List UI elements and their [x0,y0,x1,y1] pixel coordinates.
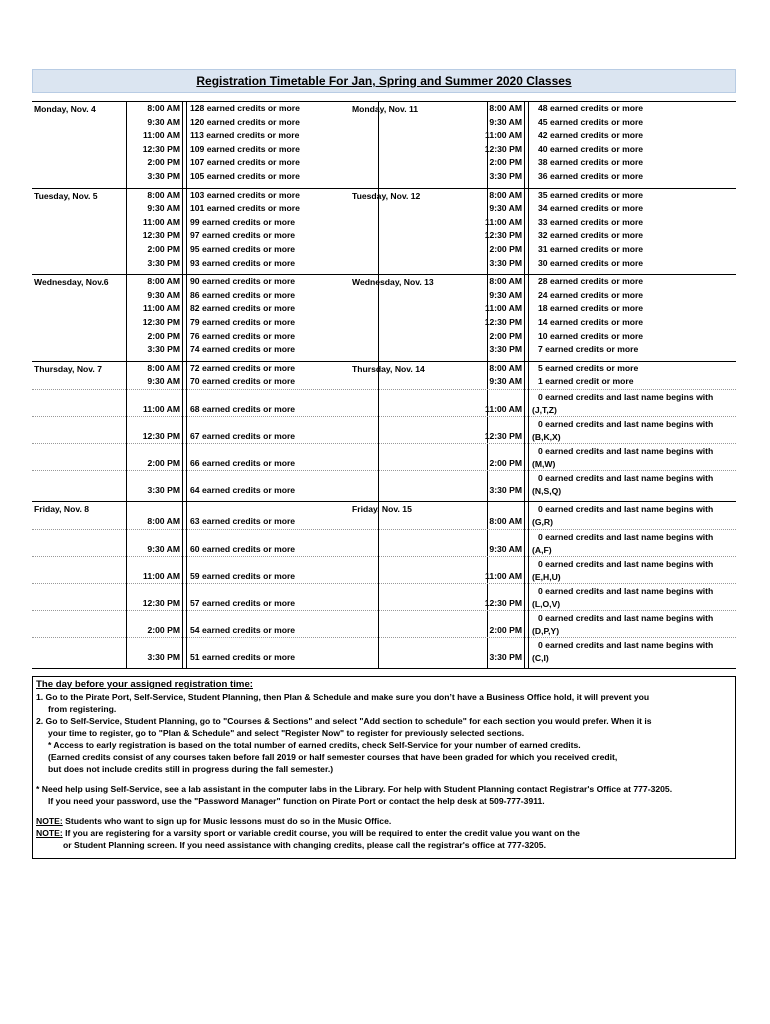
left-time: 8:00 AM [147,515,180,526]
table-row [32,502,736,529]
note-early-registration: * Access to early registration is based on the total number of earned credits, check Self-Service for your number of earned credits. [48,740,581,750]
left-credits: 128 earned credits or more [190,103,300,113]
left-time: 11:00 AM [143,130,180,141]
right-credits: 14 earned credits or more [538,316,644,327]
right-credits [532,612,713,638]
table-row [32,637,736,664]
table-row [32,583,736,610]
right-credits [532,418,713,444]
left-time: 3:30 PM [147,257,180,268]
table-row [32,529,736,556]
table-row [32,389,736,416]
right-time: 2:00 PM [489,157,522,168]
right-time: 8:00 AM [489,362,522,373]
note-step-1-cont: from registering. [48,704,117,714]
right-credits: 18 earned credits or more [538,303,644,314]
table-row [32,170,736,184]
table-row [32,443,736,470]
table-row [32,470,736,497]
note-step-2-cont: your time to register, go to "Plan & Schedule" and select "Register Now" to register for previously selected sections. [48,728,525,738]
table-row [32,102,736,116]
day-block [32,275,736,362]
note-music-text: Students who want to sign up for Music lessons must do so in the Music Office. [62,816,392,826]
note-earned-credits: (Earned credits consist of any courses taken before fall 2019 or half semester courses that have been graded for which you received credit, [48,752,618,762]
title-bar [32,69,736,93]
left-credits: 82 earned credits or more [190,303,296,314]
right-time: 11:00 AM [485,570,522,581]
right-credits-line1: 0 earned credits and last name begins with [538,472,714,483]
right-credits-letters: (A,F) [532,544,552,555]
left-time: 2:00 PM [147,457,180,468]
right-credits: 24 earned credits or more [538,289,644,300]
day-block [32,362,736,502]
left-credits: 63 earned credits or more [190,515,296,526]
right-credits-letters: (B,K,X) [532,431,561,442]
right-time: 12:30 PM [484,230,522,241]
instructions-box [32,676,736,859]
right-credits [532,639,713,665]
left-credits: 101 earned credits or more [190,203,300,214]
left-day-label: Monday, Nov. 4 [34,104,96,114]
right-credits-letters: (E,H,U) [532,571,561,582]
left-credits: 79 earned credits or more [190,316,296,327]
right-time: 2:00 PM [489,330,522,341]
note-variable-credit [36,827,732,839]
right-time: 11:00 AM [485,216,522,227]
left-credits: 97 earned credits or more [190,230,296,241]
right-time: 11:00 AM [485,303,522,314]
left-time: 2:00 PM [147,157,180,168]
left-credits: 113 earned credits or more [190,130,300,141]
right-credits-letters: (D,P,Y) [532,625,560,636]
right-credits: 32 earned credits or more [538,230,644,241]
right-time: 9:30 AM [489,289,522,300]
left-credits: 68 earned credits or more [190,403,296,414]
right-time: 2:00 PM [489,624,522,635]
table-row [32,189,736,203]
right-day-label: Wednesday, Nov. 13 [352,277,434,288]
right-credits [532,531,713,557]
left-day-label: Friday, Nov. 8 [34,503,90,514]
note-label: NOTE: [36,816,63,826]
table-row [32,362,736,376]
right-credits-line1: 0 earned credits and last name begins with [538,503,714,514]
left-time: 3:30 PM [147,484,180,495]
left-time: 3:30 PM [147,170,180,181]
left-time: 9:30 AM [147,116,180,127]
note-label: NOTE: [36,828,63,838]
table-row [32,330,736,344]
left-credits: 105 earned credits or more [190,170,300,181]
right-time: 8:00 AM [489,103,522,113]
right-time: 12:30 PM [484,143,522,154]
right-time: 11:00 AM [485,403,522,414]
right-credits: 36 earned credits or more [538,170,644,181]
right-credits-line1: 0 earned credits and last name begins with [538,391,714,402]
right-time: 8:00 AM [489,276,522,287]
right-credits: 48 earned credits or more [538,103,644,113]
right-credits: 42 earned credits or more [538,130,644,141]
day-block [32,189,736,276]
left-time: 11:00 AM [143,403,180,414]
right-time: 9:30 AM [489,116,522,127]
table-row [32,556,736,583]
right-time: 11:00 AM [485,130,522,141]
note-music [36,815,732,827]
right-time: 3:30 PM [489,344,522,355]
table-row [32,143,736,157]
right-credits: 45 earned credits or more [538,116,644,127]
right-time: 12:30 PM [484,316,522,327]
right-credits: 30 earned credits or more [538,257,644,268]
table-row [32,129,736,143]
left-credits: 109 earned credits or more [190,143,300,154]
right-time: 3:30 PM [489,257,522,268]
right-day-label: Tuesday, Nov. 12 [352,190,421,201]
right-credits: 31 earned credits or more [538,243,644,254]
right-credits: 33 earned credits or more [538,216,644,227]
left-time: 9:30 AM [147,289,180,300]
left-time: 12:30 PM [142,316,180,327]
right-credits-line1: 0 earned credits and last name begins with [538,418,714,429]
left-credits: 66 earned credits or more [190,457,296,468]
right-time: 3:30 PM [489,170,522,181]
table-row [32,243,736,257]
right-time: 3:30 PM [489,484,522,495]
left-credits: 57 earned credits or more [190,597,296,608]
note-variable-credit-cont: or Student Planning screen. If you need assistance with changing credits, please call the registrar's office at 777-3205. [63,840,546,850]
right-credits [532,391,713,417]
left-credits: 120 earned credits or more [190,116,300,127]
right-time: 2:00 PM [489,457,522,468]
note-step-1: 1. Go to the Pirate Port, Self-Service, Student Planning, then Plan & Schedule and make sure you don’t have a Business Office hold, it will prevent you [36,692,650,702]
left-time: 12:30 PM [142,230,180,241]
left-credits: 76 earned credits or more [190,330,296,341]
left-time: 8:00 AM [147,189,180,200]
right-credits: 5 earned credits or more [538,362,639,373]
note-step-2: 2. Go to Self-Service, Student Planning, go to "Courses & Sections" and select "Add section to schedule" for each section you would prefer. When it is [36,716,652,726]
block-spacer [32,184,736,188]
timetable-page [32,69,736,669]
left-time: 8:00 AM [147,276,180,287]
right-credits-line1: 0 earned credits and last name begins with [538,531,714,542]
left-time: 9:30 AM [147,376,180,387]
right-time: 12:30 PM [484,597,522,608]
right-credits-line1: 0 earned credits and last name begins with [538,585,714,596]
table-row [32,610,736,637]
left-time: 12:30 PM [142,143,180,154]
right-time: 3:30 PM [489,651,522,662]
right-credits-line1: 0 earned credits and last name begins with [538,639,714,650]
left-credits: 54 earned credits or more [190,624,296,635]
right-credits: 38 earned credits or more [538,157,644,168]
right-credits-letters: (G,R) [532,516,554,527]
right-credits: 10 earned credits or more [538,330,644,341]
left-time: 9:30 AM [147,543,180,554]
left-credits: 70 earned credits or more [190,376,296,387]
table-row [32,202,736,216]
left-day-label: Wednesday, Nov.6 [34,277,109,288]
left-time: 11:00 AM [143,570,180,581]
table-row [32,116,736,130]
right-time: 12:30 PM [484,430,522,441]
table-row [32,416,736,443]
right-credits [532,558,713,584]
left-credits: 107 earned credits or more [190,157,300,168]
left-credits: 95 earned credits or more [190,243,296,254]
left-credits: 99 earned credits or more [190,216,296,227]
note-variable-credit-text: If you are registering for a varsity sport or variable credit course, you will be required to enter the credit value you want on the [62,828,580,838]
right-credits: 34 earned credits or more [538,203,644,214]
right-time: 9:30 AM [489,203,522,214]
left-time: 8:00 AM [147,103,180,113]
left-credits: 59 earned credits or more [190,570,296,581]
right-credits-letters: (C,I) [532,652,549,663]
table-row [32,375,736,389]
left-time: 3:30 PM [147,344,180,355]
left-day-label: Tuesday, Nov. 5 [34,190,98,201]
left-time: 12:30 PM [142,597,180,608]
right-credits: 7 earned credits or more [538,344,639,355]
left-credits: 67 earned credits or more [190,430,296,441]
table-row [32,257,736,271]
left-time: 2:00 PM [147,624,180,635]
right-day-label: Friday, Nov. 15 [352,503,412,514]
right-credits-line1: 0 earned credits and last name begins with [538,612,714,623]
right-credits-letters: (L,O,V) [532,598,561,609]
left-time: 11:00 AM [143,303,180,314]
right-time: 9:30 AM [489,376,522,387]
table-row [32,302,736,316]
right-credits [532,445,713,471]
right-credits-line1: 0 earned credits and last name begins with [538,445,714,456]
block-spacer [32,357,736,361]
left-credits: 60 earned credits or more [190,543,296,554]
right-time: 9:30 AM [489,543,522,554]
left-credits: 72 earned credits or more [190,362,296,373]
left-credits: 90 earned credits or more [190,276,296,287]
note-earned-credits-cont: but does not include credits still in progress during the fall semester.) [48,764,334,774]
left-time: 3:30 PM [147,651,180,662]
table-row [32,156,736,170]
right-credits [532,585,713,611]
table-row [32,316,736,330]
right-day-label: Thursday, Nov. 14 [352,363,425,374]
left-credits: 103 earned credits or more [190,189,300,200]
left-credits: 74 earned credits or more [190,344,296,355]
right-credits: 1 earned credit or more [538,376,634,387]
left-day-label: Thursday, Nov. 7 [34,363,102,374]
notes-heading: The day before your assigned registration time: [36,679,253,690]
table-row [32,289,736,303]
right-credits-letters: (J,T,Z) [532,404,557,415]
right-credits [532,503,713,529]
page-title: Registration Timetable For Jan, Spring and Summer 2020 Classes [196,74,572,88]
day-block [32,102,736,189]
note-password: If you need your password, use the "Password Manager" function on Pirate Port or contact the help desk at 509-777-3911. [48,796,545,806]
table-row [32,216,736,230]
right-time: 8:00 AM [489,189,522,200]
left-time: 11:00 AM [143,216,180,227]
right-credits-letters: (N,S,Q) [532,485,562,496]
right-day-label: Monday, Nov. 11 [352,104,419,114]
right-time: 8:00 AM [489,515,522,526]
left-time: 9:30 AM [147,203,180,214]
table-row [32,229,736,243]
schedule-table [32,101,736,669]
left-credits: 64 earned credits or more [190,484,296,495]
left-credits: 93 earned credits or more [190,257,296,268]
right-credits: 40 earned credits or more [538,143,644,154]
table-row [32,343,736,357]
right-credits-line1: 0 earned credits and last name begins with [538,558,714,569]
right-credits: 28 earned credits or more [538,276,644,287]
left-time: 8:00 AM [147,362,180,373]
right-credits [532,472,713,498]
left-credits: 51 earned credits or more [190,651,296,662]
right-credits-letters: (M,W) [532,458,556,469]
right-credits: 35 earned credits or more [538,189,644,200]
right-time: 2:00 PM [489,243,522,254]
table-row [32,275,736,289]
left-time: 12:30 PM [142,430,180,441]
left-time: 2:00 PM [147,243,180,254]
left-credits: 86 earned credits or more [190,289,296,300]
note-help: * Need help using Self-Service, see a lab assistant in the computer labs in the Library. For help with Student Planning contact Registrar's Office at 777-3205. [36,784,673,794]
day-block [32,502,736,669]
block-spacer [32,270,736,274]
left-time: 2:00 PM [147,330,180,341]
